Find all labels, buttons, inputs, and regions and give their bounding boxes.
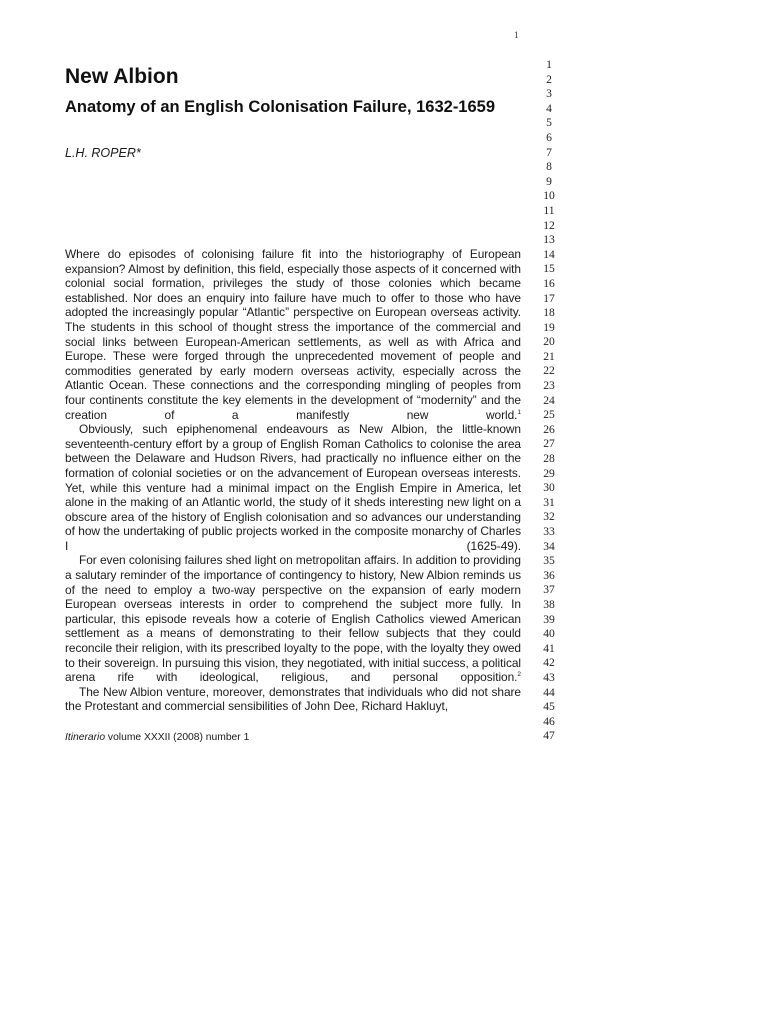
line-number: 14 <box>543 247 555 261</box>
journal-footer <box>65 731 249 744</box>
line-number: 10 <box>543 189 555 203</box>
page-number: 1 <box>514 30 519 40</box>
line-number: 9 <box>546 174 552 188</box>
line-number: 32 <box>543 510 555 524</box>
line-number: 15 <box>543 262 555 276</box>
line-number: 30 <box>543 481 555 495</box>
line-number: 41 <box>543 641 555 655</box>
line-number: 34 <box>543 539 555 553</box>
line-number: 1 <box>546 58 552 71</box>
line-number: 4 <box>546 101 552 115</box>
article-body <box>65 247 521 714</box>
line-number: 39 <box>543 612 555 626</box>
line-number-column <box>535 58 563 744</box>
line-number: 27 <box>543 437 555 451</box>
body-paragraph-4 <box>65 685 521 714</box>
line-number: 33 <box>543 525 555 538</box>
line-number: 7 <box>546 145 552 159</box>
journal-issue: volume XXXII (2008) number 1 <box>105 732 250 743</box>
line-number: 43 <box>543 670 555 684</box>
line-number: 8 <box>546 160 552 174</box>
line-number: 25 <box>543 408 555 422</box>
line-number: 11 <box>543 203 555 217</box>
body-paragraph-3 <box>65 553 521 684</box>
line-number: 6 <box>546 130 552 144</box>
paragraph-text: Where do episodes of colonising failure fit into the historiography of European expansion? Almost by definition, this field, especially those aspects of it concerned with colonial social formation, privileges the study of those colonies which became established. Nor does an enquiry into failure have much to offer to those who have adopted the increasingly popular “Atlantic” perspective on European overseas activity. The students in this school of thought stress the importance of the commercial and social links between European-American settlements, as well as with Africa and Europe. These were forged through the unprecedented movement of people and commodities generated by early modern overseas activity, especially across the Atlantic Ocean. These connections and the corresponding mingling of peoples from four continents constitute the key elements in the development of “modernity” and the creation of a manifestly new world. <box>65 247 521 422</box>
body-paragraph-2 <box>65 422 521 553</box>
line-number: 13 <box>543 233 555 247</box>
line-number: 29 <box>543 466 555 480</box>
line-number: 5 <box>546 116 552 130</box>
article-title: New Albion <box>65 65 179 88</box>
body-paragraph-1 <box>65 247 521 422</box>
line-number: 19 <box>543 320 555 334</box>
article-subtitle: Anatomy of an English Colonisation Failure, 1632-1659 <box>65 98 496 116</box>
line-number: 18 <box>543 306 555 320</box>
line-number: 37 <box>543 583 555 597</box>
line-number: 38 <box>543 597 555 611</box>
line-number: 42 <box>543 656 555 670</box>
line-number: 47 <box>543 729 555 743</box>
line-number: 16 <box>543 276 555 290</box>
journal-name: Itinerario <box>65 732 106 743</box>
line-number: 46 <box>543 714 555 728</box>
line-number: 23 <box>543 379 555 393</box>
line-number: 24 <box>543 393 555 407</box>
paragraph-text: Obviously, such epiphenomenal endeavours as New Albion, the little-known seventeenth-century effort by a group of English Roman Catholics to colonise the area between the Delaware and Hudson Rivers, had practically no influence either on the formation of colonial societies or on the advancement of European overseas interests. Yet, while this venture had a minimal impact on the English Empire in America, let alone in the making of an Atlantic world, the study of it sheds interesting new light on a obscure area of the history of English colonisation and so advances our understanding of how the undertaking of public projects worked in the composite monarchy of Charles I (1625-49). <box>65 422 521 553</box>
line-number: 26 <box>543 422 555 436</box>
line-number: 31 <box>543 495 555 509</box>
paragraph-text: The New Albion venture, moreover, demonstrates that individuals who did not share the Protestant and commercial sensibilities of John Dee, Richard Hakluyt, <box>65 684 521 714</box>
line-number: 44 <box>543 685 555 699</box>
line-number: 2 <box>546 72 552 86</box>
line-number: 40 <box>543 627 555 641</box>
line-number: 22 <box>543 364 555 378</box>
line-number: 28 <box>543 452 555 466</box>
paragraph-text: For even colonising failures shed light on metropolitan affairs. In addition to providing a salutary reminder of the importance of contingency to history, New Albion reminds us of the need to employ a two-way perspective on the expansion of early modern European overseas interests in order to comprehend the subject more fully. In particular, this episode reveals how a coterie of English Catholics viewed American settlement as a means of demonstrating to their fellow subjects that they could reconcile their religion, with its prescribed loyalty to the pope, with the loyalty they owed to their sovereign. In pursuing this vision, they negotiated, with initial success, a political arena rife with ideological, religious, and personal opposition. <box>65 553 521 685</box>
line-number: 12 <box>543 218 555 232</box>
line-number: 21 <box>543 349 555 363</box>
author-name: L.H. ROPER* <box>65 146 141 160</box>
line-number: 36 <box>543 568 555 582</box>
footnote-marker-1[interactable]: 1 <box>517 408 521 416</box>
line-number: 45 <box>543 700 555 714</box>
line-number: 17 <box>543 291 555 305</box>
line-number: 35 <box>543 554 555 568</box>
line-number: 3 <box>546 87 552 101</box>
line-number: 20 <box>543 335 555 349</box>
footnote-marker-2[interactable]: 2 <box>517 671 521 679</box>
